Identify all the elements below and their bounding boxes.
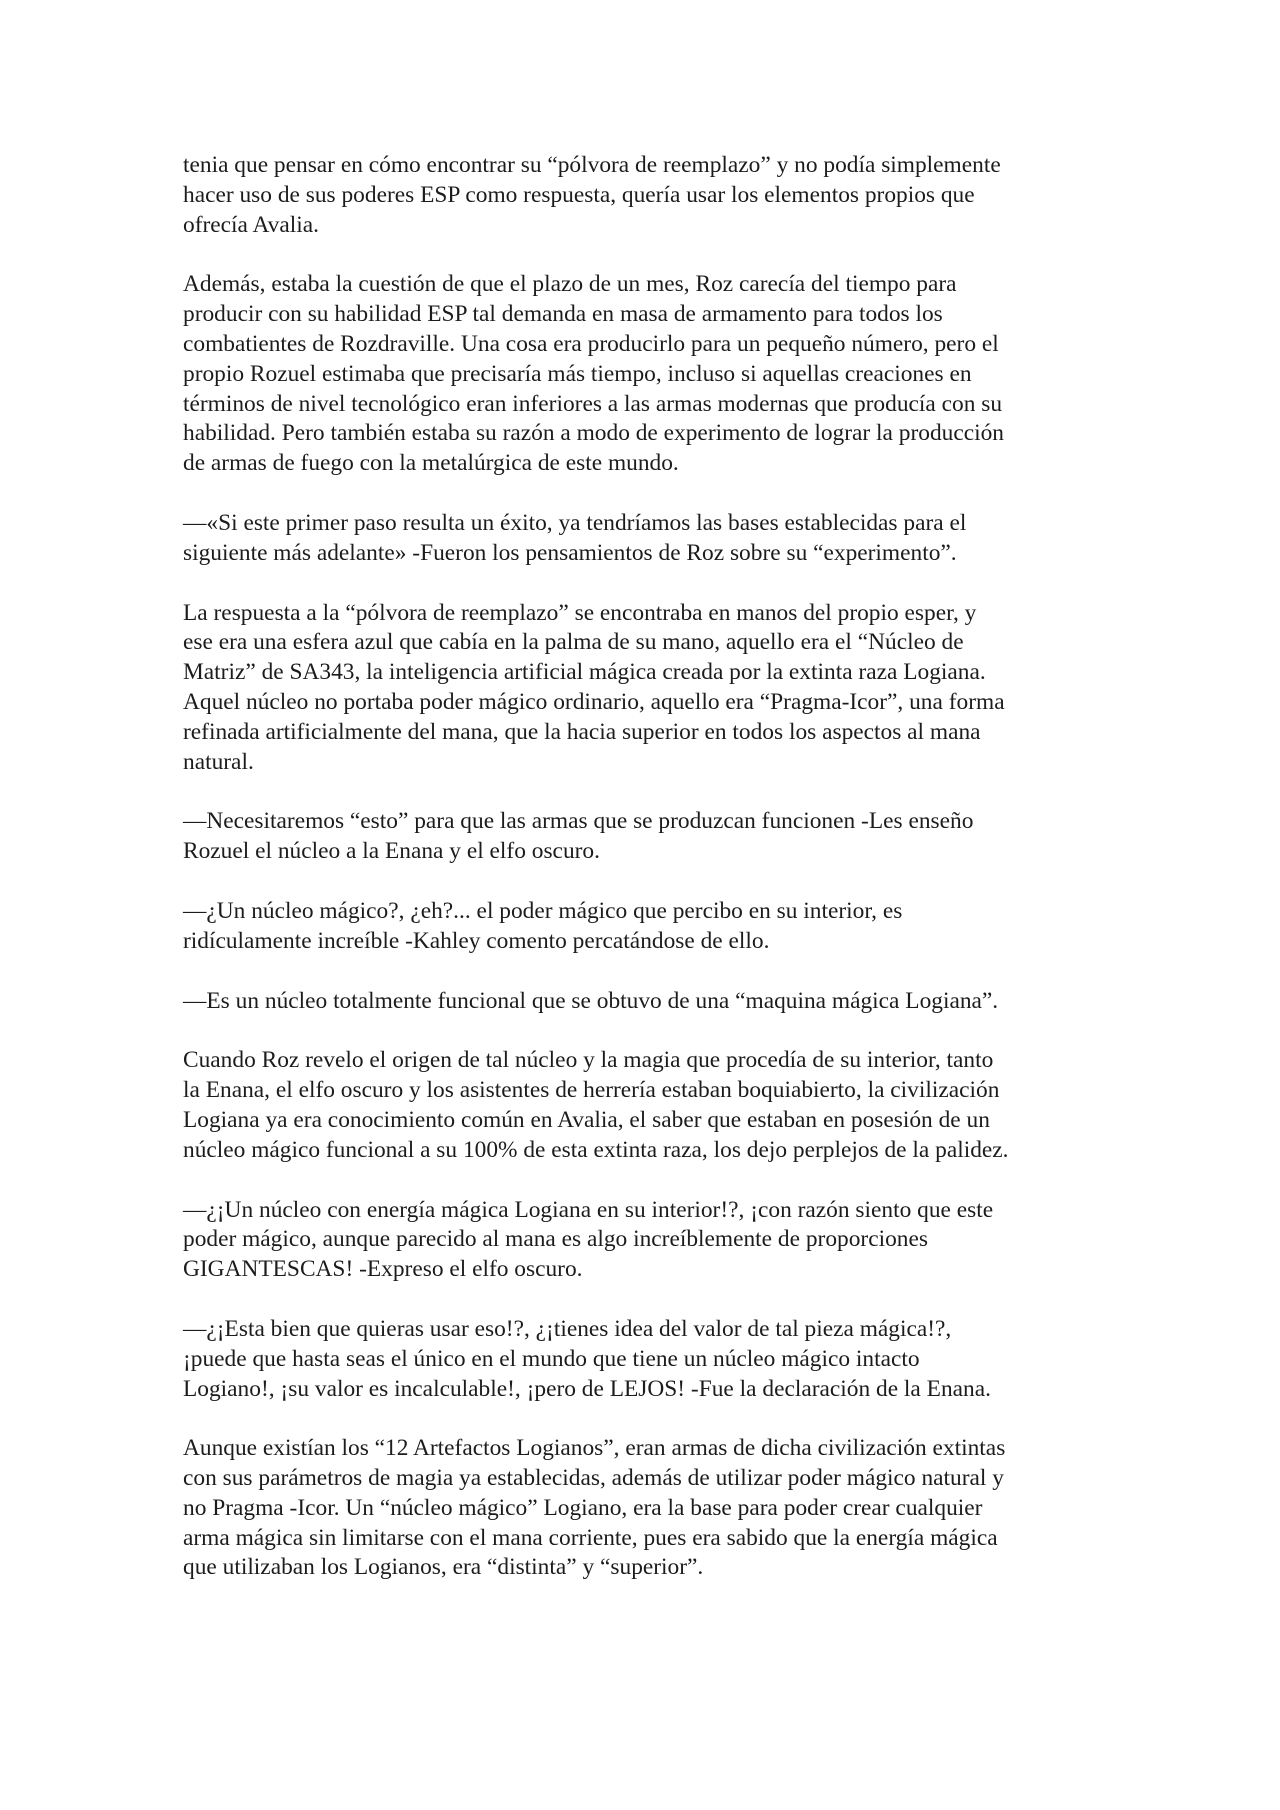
text-line: Aquel núcleo no portaba poder mágico ordinario, aquello era “Pragma-Icor”, una forma: [183, 688, 1005, 715]
paragraph: [183, 1315, 1103, 1404]
paragraph: [183, 987, 1103, 1017]
text-line: Matriz” de SA343, la inteligencia artificial mágica creada por la extinta raza Logiana.: [183, 659, 986, 686]
text-line: Logiano!, ¡su valor es incalculable!, ¡pero de LEJOS! -Fue la declaración de la Enana.: [183, 1375, 991, 1402]
text-line: Logiana ya era conocimiento común en Avalia, el saber que estaban en posesión de un: [183, 1106, 990, 1133]
text-line: ¡puede que hasta seas el único en el mundo que tiene un núcleo mágico intacto: [183, 1345, 920, 1372]
text-line: arma mágica sin limitarse con el mana corriente, pues era sabido que la energía mágica: [183, 1524, 998, 1551]
text-line: que utilizaban los Logianos, era “distinta” y “superior”.: [183, 1554, 704, 1581]
paragraph: [183, 1196, 1103, 1285]
text-line: combatientes de Rozdraville. Una cosa era producirlo para un pequeño número, pero el: [183, 330, 999, 357]
text-line: propio Rozuel estimaba que precisaría más tiempo, incluso si aquellas creaciones en: [183, 360, 972, 387]
text-line: poder mágico, aunque parecido al mana es algo increíblemente de proporciones: [183, 1226, 928, 1253]
text-line: habilidad. Pero también estaba su razón a modo de experimento de lograr la producción: [183, 420, 1004, 447]
text-line: términos de nivel tecnológico eran inferiores a las armas modernas que producía con su: [183, 390, 1003, 417]
text-line: —¿¡Esta bien que quieras usar eso!?, ¿¡tienes idea del valor de tal pieza mágica!?,: [183, 1315, 952, 1342]
text-line: La respuesta a la “pólvora de reemplazo” se encontraba en manos del propio esper, y: [183, 599, 977, 626]
text-line: Cuando Roz revelo el origen de tal núcleo y la magia que procedía de su interior, tanto: [183, 1047, 994, 1074]
text-line: hacer uso de sus poderes ESP como respuesta, quería usar los elementos propios que: [183, 181, 975, 208]
text-line: de armas de fuego con la metalúrgica de este mundo.: [183, 450, 679, 477]
text-line: ofrecía Avalia.: [183, 211, 319, 238]
text-line: GIGANTESCAS! -Expreso el elfo oscuro.: [183, 1256, 583, 1283]
paragraph: [183, 599, 1103, 778]
text-line: tenia que pensar en cómo encontrar su “pólvora de reemplazo” y no podía simplemente: [183, 152, 1001, 178]
text-line: producir con su habilidad ESP tal demanda en masa de armamento para todos los: [183, 301, 943, 328]
text-line: siguiente más adelante» -Fueron los pensamientos de Roz sobre su “experimento”.: [183, 539, 957, 566]
text-line: ridículamente increíble -Kahley comento percatándose de ello.: [183, 927, 770, 954]
text-line: núcleo mágico funcional a su 100% de esta extinta raza, los dejo perplejos de la palidez.: [183, 1136, 1009, 1163]
paragraph: [183, 897, 1103, 957]
text-line: —¿Un núcleo mágico?, ¿eh?... el poder mágico que percibo en su interior, es: [183, 897, 903, 924]
text-line: —«Si este primer paso resulta un éxito, ya tendríamos las bases establecidas para el: [183, 509, 967, 536]
text-line: natural.: [183, 748, 254, 775]
text-line: la Enana, el elfo oscuro y los asistentes de herrería estaban boquiabierto, la civilización: [183, 1077, 1000, 1104]
text-line: —Es un núcleo totalmente funcional que se obtuvo de una “maquina mágica Logiana”.: [183, 987, 999, 1014]
text-line: Rozuel el núcleo a la Enana y el elfo oscuro.: [183, 838, 600, 865]
text-line: Aunque existían los “12 Artefactos Logianos”, eran armas de dicha civilización extintas: [183, 1435, 1006, 1462]
paragraph: [183, 151, 1103, 240]
text-line: —Necesitaremos “esto” para que las armas que se produzcan funcionen -Les enseño: [183, 808, 974, 835]
text-line: ese era una esfera azul que cabía en la palma de su mano, aquello era el “Núcleo de: [183, 629, 964, 656]
paragraph: [183, 270, 1103, 479]
paragraph: [183, 509, 1103, 569]
text-line: —¿¡Un núcleo con energía mágica Logiana en su interior!?, ¡con razón siento que este: [183, 1196, 994, 1223]
paragraph: [183, 807, 1103, 867]
text-line: Además, estaba la cuestión de que el plazo de un mes, Roz carecía del tiempo para: [183, 271, 957, 298]
text-line: no Pragma -Icor. Un “núcleo mágico” Logiano, era la base para poder crear cualquier: [183, 1494, 983, 1521]
text-line: refinada artificialmente del mana, que la hacia superior en todos los aspectos al mana: [183, 718, 981, 745]
paragraph: [183, 1046, 1103, 1165]
paragraph: [183, 1434, 1103, 1583]
text-line: con sus parámetros de magia ya establecidas, además de utilizar poder mágico natural y: [183, 1465, 1004, 1492]
document-body: [183, 151, 1103, 1613]
